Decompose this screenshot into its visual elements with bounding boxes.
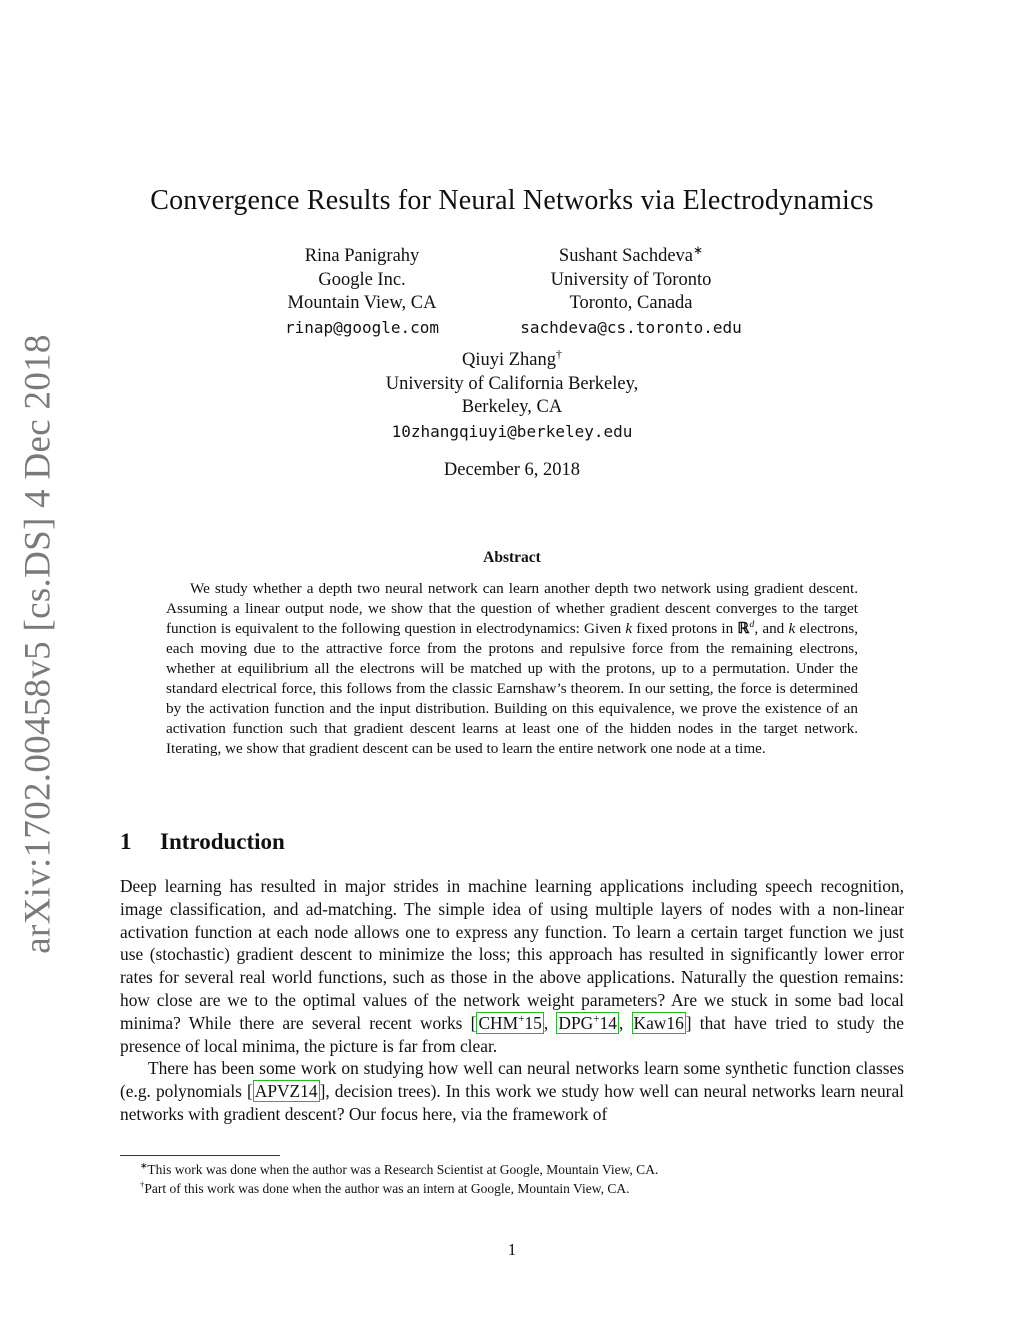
author-name: Qiuyi Zhang†: [461, 346, 563, 370]
author-block-2: [496, 242, 766, 339]
abstract-heading: Abstract: [483, 549, 541, 566]
author-block-3: [312, 346, 712, 443]
footnote: ∗This work was done when the author was a Research Scientist at Google, Mountain View, CA.: [140, 1160, 659, 1177]
section-title: Introduction: [160, 829, 285, 854]
section-heading: [120, 829, 285, 855]
author-affiliation: University of Toronto: [550, 269, 712, 290]
abstract-body: [166, 579, 858, 759]
author-location: Toronto, Canada: [569, 293, 693, 313]
intro-body: [120, 875, 904, 1126]
section-number: 1: [120, 829, 132, 854]
author-affiliation: University of California Berkeley,: [385, 373, 639, 394]
footnote-rule: [120, 1155, 280, 1156]
arxiv-stamp-text: arXiv:1702.00458v5 [cs.DS] 4 Dec 2018: [17, 334, 59, 954]
author-email: sachdeva@cs.toronto.edu: [520, 317, 742, 337]
footnote: †Part of this work was done when the author was an intern at Google, Mountain View, CA.: [140, 1179, 630, 1196]
paper-date: December 6, 2018: [443, 460, 581, 480]
author-location: Mountain View, CA: [287, 293, 437, 313]
abstract-paragraph: We study whether a depth two neural network can learn another depth two network using gradient descent. Assuming a linear output node, we show that the question of whether gradient descent converges to the target function is equivalent to the following question in electrodynamics: Given k fixed protons in ℝ$^d$, and k electrons, each moving due to the attractive force from the protons and repulsive force from the remaining electrons, whether at equilibrium all the electrons will be matched up with the protons, up to a permutation. Under the standard electrical force, this follows from the classic Earnshaw’s theorem. In our setting, the force is determined by the activation function and the input distribution. Building on this equivalence, we prove the existence of an activation function such that gradient descent learns at least one of the hidden nodes in the target network. Iterating, we show that gradient descent can be used to learn the entire network one node at a time.: [166, 580, 858, 757]
page-number: 1: [507, 1240, 517, 1259]
footnotes: [120, 1160, 904, 1198]
citation-link[interactable]: APVZ14: [254, 1081, 318, 1102]
author-block-1: [252, 245, 472, 339]
author-name: Rina Panigrahy: [304, 246, 420, 266]
intro-paragraph-1: Deep learning has resulted in major strides in machine learning applications including speech recognition, image classification, and ad-matching. The simple idea of using multiple layers of nodes with a non-linear activation function at each node allows one to express any function. To learn a certain target function we just use (stochastic) gradient descent to minimize the loss; this approach has resulted in significantly lower error rates for several real world functions, such as those in the above applications. Naturally the question remains: how close are we to the optimal values of the network weight parameters? Are we stuck in some bad local minima? While there are several recent works [ CHM+15 , DPG+14 , Kaw16 ] that have tried to study the presence of local minima, the picture is far from clear.: [120, 876, 905, 1056]
author-location: Berkeley, CA: [461, 397, 563, 417]
arxiv-stamp: [14, 334, 62, 954]
author-email: rinap@google.com: [284, 317, 440, 337]
paper-title: Convergence Results for Neural Networks via Electrodynamics: [150, 185, 874, 216]
citation-link[interactable]: CHM+15: [478, 1012, 542, 1033]
author-email: 10zhangqiuyi@berkeley.edu: [391, 421, 633, 441]
citation-link[interactable]: DPG+14: [558, 1012, 617, 1033]
intro-paragraph-2: There has been some work on studying how well can neural networks learn some synthetic function classes (e.g. polynomials [ APVZ14 ], decision trees). In this work we study how well can neural networks learn neural networks with gradient descent? Our focus here, via the framework of: [120, 1058, 904, 1124]
author-name: Sushant Sachdeva∗: [558, 242, 704, 266]
citation-link[interactable]: Kaw16: [633, 1012, 684, 1033]
author-affiliation: Google Inc.: [318, 269, 406, 290]
